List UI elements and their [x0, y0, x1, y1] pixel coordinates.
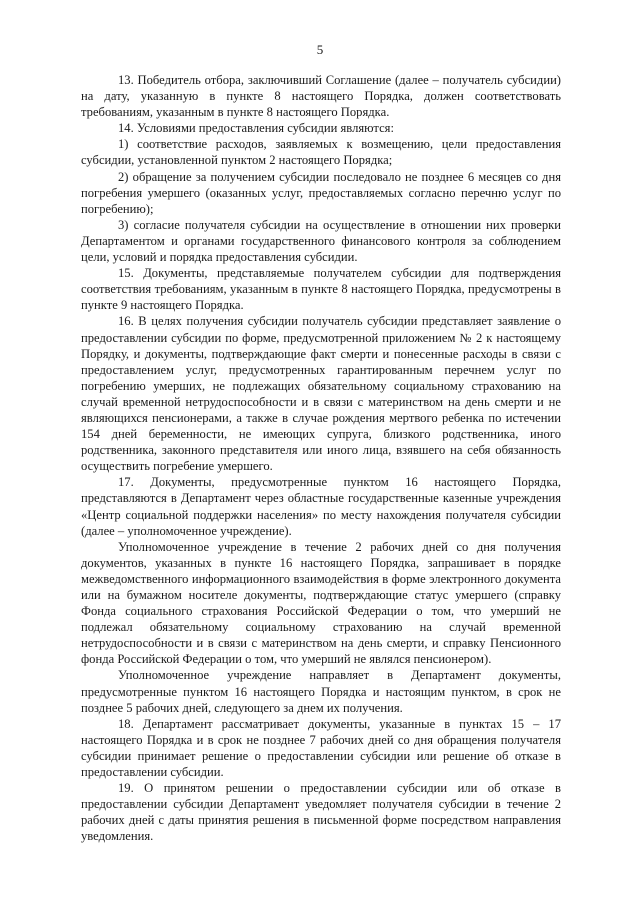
paragraph-13: 13. Победитель отбора, заключивший Соглашение (далее – получатель субсидии) на дату, указанную в пункте 8 настоящего Порядка, должен соответствовать требованиям, указанным в пункте 8 настоящего Порядка.: [81, 73, 561, 120]
paragraph-14-item-2: 2) обращение за получением субсидии последовало не позднее 6 месяцев со дня погребения умершего (оказанных услуг, предоставляемых согласно перечню услуг по погребению);: [81, 169, 561, 216]
paragraph-14: 14. Условиями предоставления субсидии являются:: [118, 121, 394, 136]
paragraph-14-item-3: 3) согласие получателя субсидии на осуществление в отношении них проверки Департаментом и органами государственного финансового контроля за соблюдением цели, условий и порядка предоставления субсидии.: [81, 217, 561, 265]
page-number: 5: [316, 42, 324, 57]
document-body: [81, 72, 561, 845]
paragraph-17-part-2: Уполномоченное учреждение в течение 2 рабочих дней со дня получения документов, указанных в пункте 16 настоящего Порядка, запрашивает в порядке межведомственного информационного взаимодействия в форме электронного документа или на бумажном носителе документы, подтверждающие статус умершего (справку Фонда социального страхования Российской Федерации о том, что умерший не подлежал обязательному социальному страхованию на случай временной нетрудоспособности и в связи с материнством на день смерти, и справку Пенсионного фонда Российской Федерации о том, что умерший не являлся пенсионером).: [81, 539, 561, 667]
paragraph-17-part-3: Уполномоченное учреждение направляет в Департамент документы, предусмотренные пунктом 16 настоящего Порядка и настоящим пунктом, в срок не позднее 5 рабочих дней, следующего за днем их получения.: [81, 668, 561, 715]
paragraph-16: 16. В целях получения субсидии получатель субсидии представляет заявление о предоставлении субсидии по форме, предусмотренной приложением № 2 к настоящему Порядку, и документы, подтверждающие факт смерти и понесенные расходы в связи с предоставлением услуг, предусмотренных гарантированным перечнем услуг по погребению умерших, не подлежащих обязательному социальному страхованию на случай временной нетрудоспособности и в связи с материнством на день смерти и не являющихся пенсионерами, а также в случае рождения мертвого ребенка по истечении 154 дней беременности, не имеющих супруга, близкого родственника, иного родственника, законного представителя или иного лица, взявшего на себя обязанность осуществить погребение умершего.: [81, 314, 561, 474]
paragraph-14-item-1: 1) соответствие расходов, заявляемых к возмещению, цели предоставления субсидии, установленной пунктом 2 настоящего Порядка;: [81, 137, 561, 168]
paragraph-17: 17. Документы, предусмотренные пунктом 16 настоящего Порядка, представляются в Департамент через областные государственные казенные учреждения «Центр социальной поддержки населения» по месту нахождения получателя субсидии (далее – уполномоченное учреждение).: [81, 475, 561, 538]
paragraph-18: 18. Департамент рассматривает документы, указанные в пунктах 15 – 17 настоящего Порядка и в срок не позднее 7 рабочих дней со дня обращения получателя субсидии принимает решение о предоставлении субсидии или решение об отказе в предоставлении субсидии.: [81, 716, 561, 780]
paragraph-19: 19. О принятом решении о предоставлении субсидии или об отказе в предоставлении субсидии Департамент уведомляет получателя субсидии в течение 2 рабочих дней с даты принятия решения в письменной форме посредством направления уведомления.: [81, 781, 561, 844]
paragraph-15: 15. Документы, представляемые получателем субсидии для подтверждения соответствия требованиям, указанным в пункте 8 настоящего Порядка, предусмотрены в пункте 9 настоящего Порядка.: [81, 266, 561, 313]
